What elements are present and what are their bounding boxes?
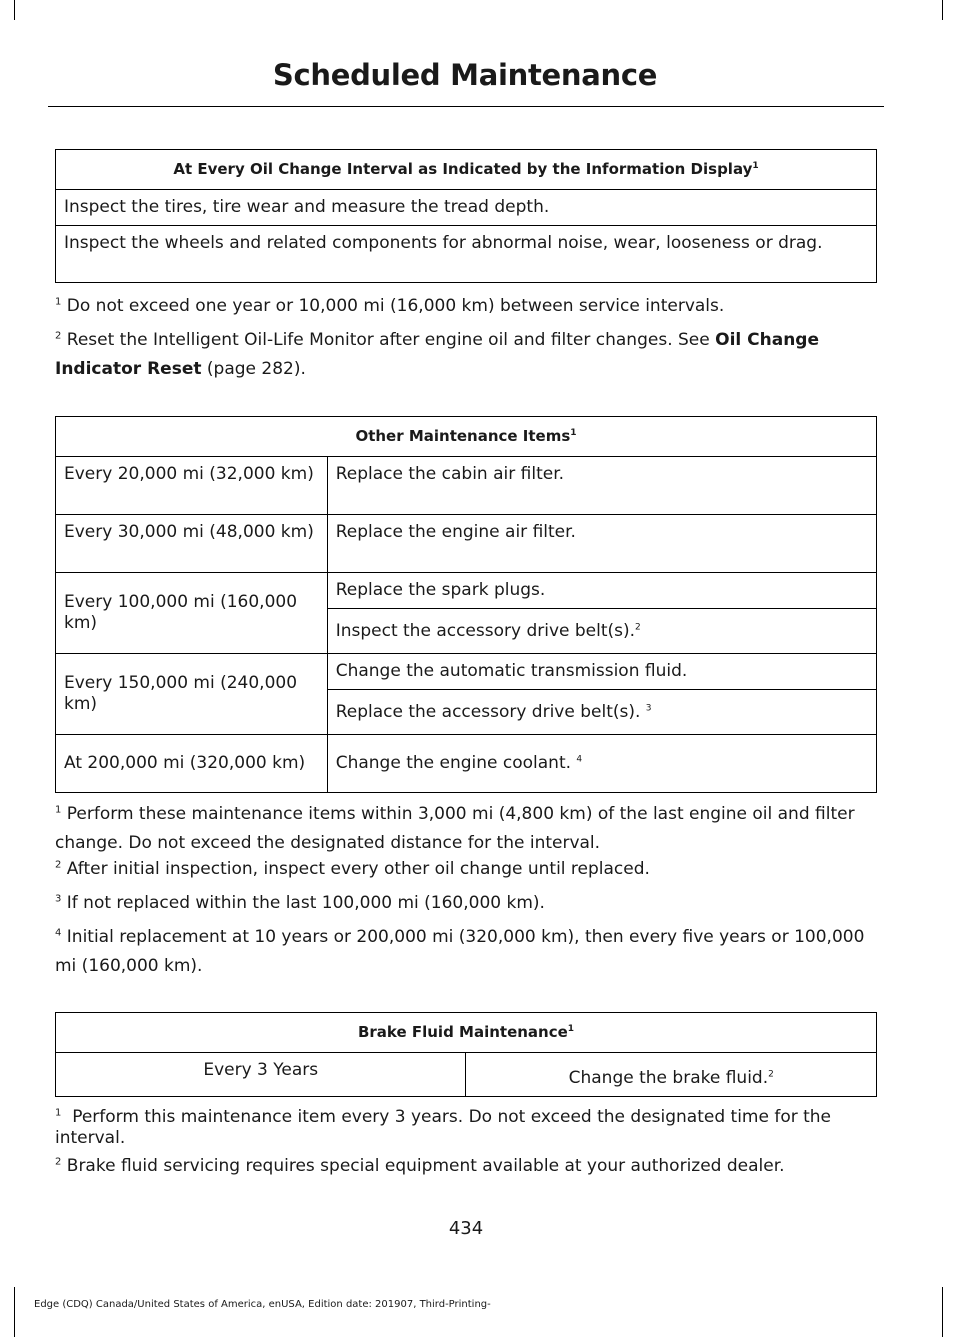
table-cell: Inspect the tires, tire wear and measure the tread depth. bbox=[56, 190, 877, 226]
table-row bbox=[56, 735, 877, 793]
footnote: $^2$ After initial inspection, inspect every other oil change until replaced. bbox=[55, 859, 650, 879]
table-row bbox=[56, 457, 877, 515]
item-cell: Replace the engine air filter. bbox=[327, 515, 876, 573]
edition-info: Edge (CDQ) Canada/United States of America, enUSA, Edition date: 201907, Third-Printing- bbox=[34, 1299, 491, 1310]
interval-cell: Every 100,000 mi (160,000 km) bbox=[56, 573, 328, 654]
table-cell: Inspect the wheels and related components for abnormal noise, wear, looseness or drag. bbox=[56, 226, 877, 283]
table-header: Brake Fluid Maintenance$^1$ bbox=[56, 1013, 877, 1053]
table-header: At Every Oil Change Interval as Indicated by the Information Display$^1$ bbox=[56, 150, 877, 190]
interval-cell: At 200,000 mi (320,000 km) bbox=[56, 735, 328, 793]
interval-cell: Every 3 Years bbox=[56, 1053, 466, 1097]
footnote: $^1$ Perform these maintenance items within 3,000 mi (4,800 km) of the last engine oil and filter change. Do not exceed the designated distance for the interval. bbox=[55, 804, 855, 853]
item-cell: Change the automatic transmission fluid. bbox=[327, 654, 876, 690]
table-row bbox=[56, 654, 877, 690]
crop-mark bbox=[14, 0, 15, 20]
table-row bbox=[56, 190, 877, 226]
table-header: Other Maintenance Items$^1$ bbox=[56, 417, 877, 457]
crop-mark bbox=[14, 1287, 15, 1337]
item-cell: Replace the spark plugs. bbox=[327, 573, 876, 609]
crop-mark bbox=[942, 0, 943, 20]
item-cell: Replace the cabin air filter. bbox=[327, 457, 876, 515]
table-row bbox=[56, 226, 877, 283]
footnote: $^1$ Do not exceed one year or 10,000 mi (16,000 km) between service intervals. bbox=[55, 296, 725, 316]
table-header-row bbox=[56, 417, 877, 457]
item-cell: Change the engine coolant. $^4$ bbox=[327, 735, 876, 793]
interval-cell: Every 150,000 mi (240,000 km) bbox=[56, 654, 328, 735]
cross-reference-link[interactable]: Oil Change Indicator Reset bbox=[55, 330, 820, 379]
interval-cell: Every 20,000 mi (32,000 km) bbox=[56, 457, 328, 515]
page-title: Scheduled Maintenance bbox=[272, 58, 658, 92]
table-row bbox=[56, 1053, 877, 1097]
interval-cell: Every 30,000 mi (48,000 km) bbox=[56, 515, 328, 573]
item-cell: Replace the accessory drive belt(s). $^3$ bbox=[327, 690, 876, 735]
footnote: $^3$ If not replaced within the last 100,000 mi (160,000 km). bbox=[55, 893, 545, 913]
table-header-row bbox=[56, 1013, 877, 1053]
table-header-row bbox=[56, 150, 877, 190]
item-cell: Inspect the accessory drive belt(s).$^2$ bbox=[327, 609, 876, 654]
footnote: $^2$ Brake fluid servicing requires special equipment available at your authorized dealer. bbox=[55, 1156, 785, 1176]
crop-mark bbox=[942, 1287, 943, 1337]
oil-change-interval-table bbox=[55, 149, 877, 283]
footnote: $^2$ Reset the Intelligent Oil-Life Monitor after engine oil and filter changes. See Oil Change Indicator Reset (page 282). bbox=[55, 330, 820, 379]
title-divider bbox=[48, 106, 884, 107]
table-row bbox=[56, 573, 877, 609]
other-maintenance-table bbox=[55, 416, 877, 793]
page-number: 434 bbox=[448, 1218, 484, 1239]
item-cell: Change the brake fluid.$^2$ bbox=[466, 1053, 877, 1097]
footnote: $^1$ Perform this maintenance item every 3 years. Do not exceed the designated time for the interval. bbox=[55, 1107, 832, 1148]
footnote: $^4$ Initial replacement at 10 years or 200,000 mi (320,000 km), then every five years or 100,000 mi (160,000 km). bbox=[55, 927, 865, 976]
table-row bbox=[56, 515, 877, 573]
brake-fluid-table bbox=[55, 1012, 877, 1097]
